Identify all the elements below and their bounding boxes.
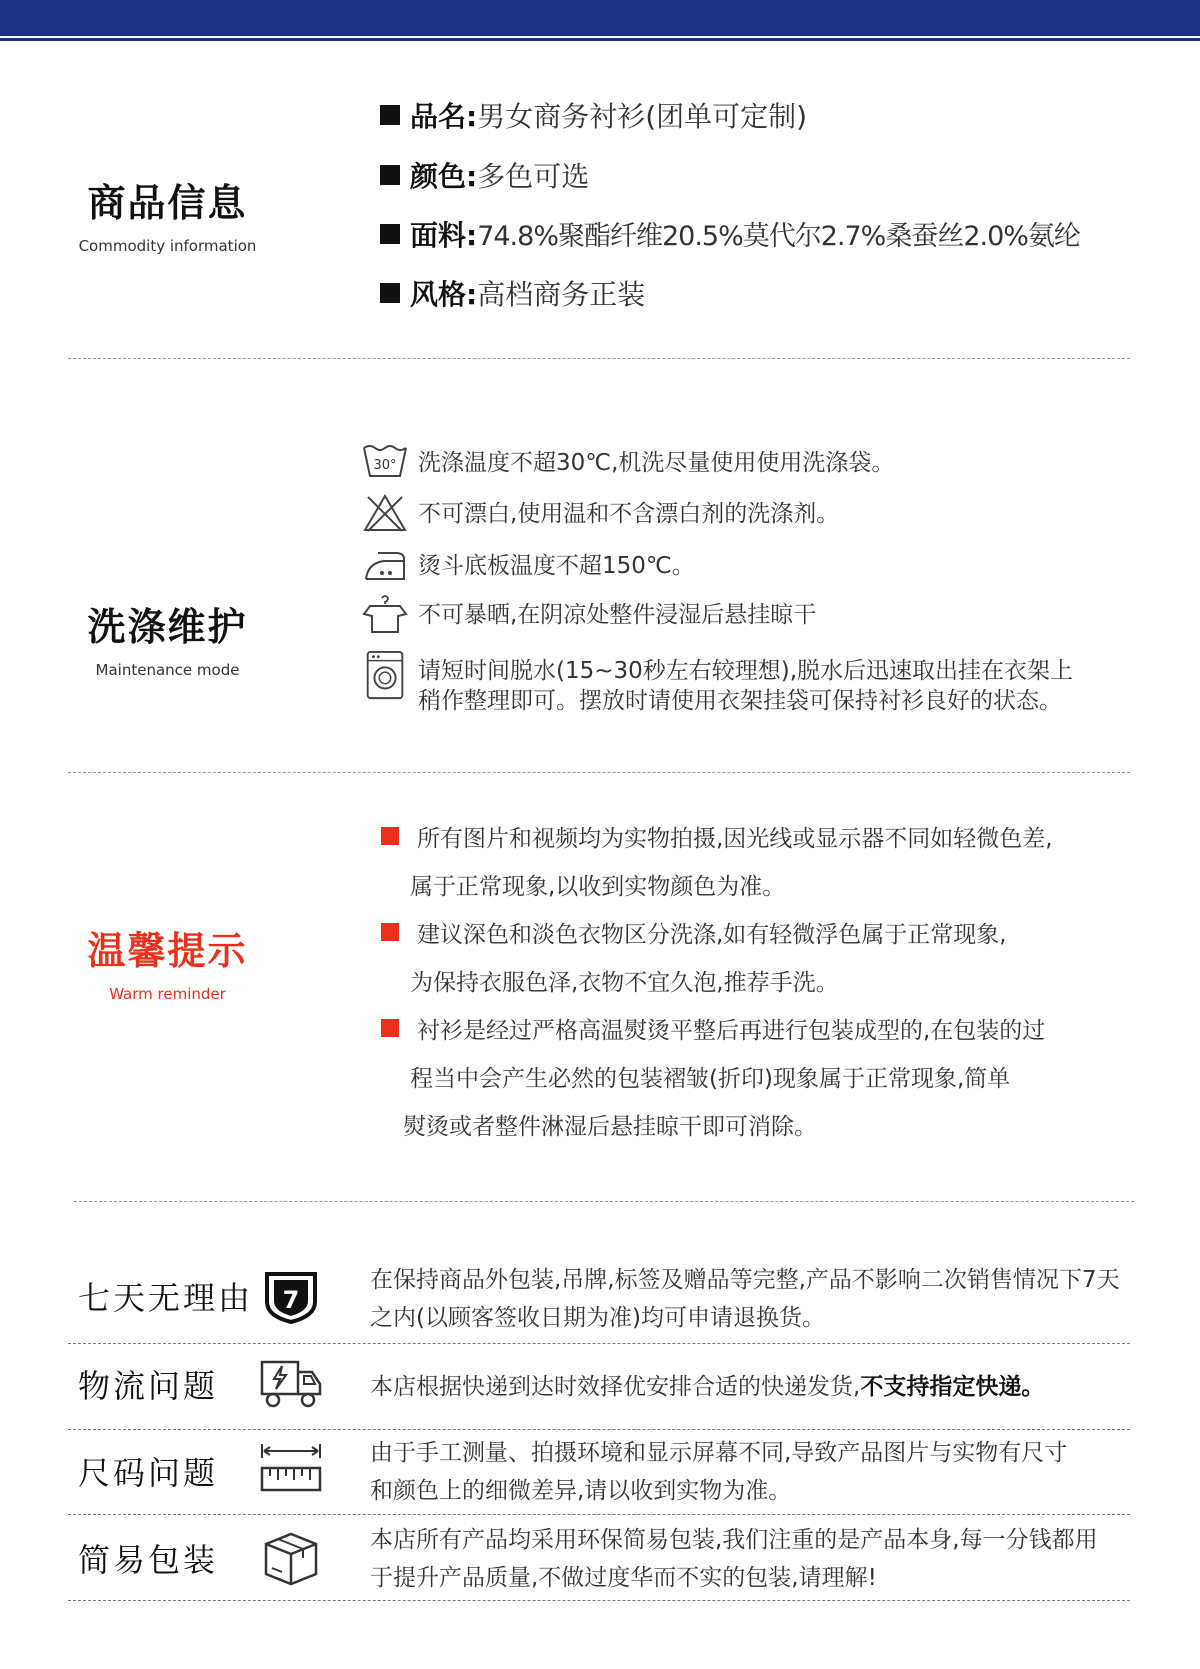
service-divider [68, 1600, 1130, 1601]
service-text-size: 由于手工测量、拍摄环境和显示屏幕不同,导致产品图片与实物有尺寸 和颜色上的细微差异,请以收到实物为准。 [370, 1440, 1068, 1504]
maintenance-section-title [60, 596, 275, 679]
section-divider [68, 772, 1130, 773]
bullet-square [380, 283, 400, 303]
section-divider [74, 1201, 1134, 1202]
washing-machine-icon [362, 650, 408, 702]
reminder-text: 衬衫是经过严格高温熨烫平整后再进行包装成型的,在包装的过 [417, 1018, 1046, 1044]
reminder-text: 熨烫或者整件淋湿后悬挂晾干即可消除。 [403, 1114, 817, 1140]
service-label-packaging: 简易包装 [78, 1541, 219, 1579]
commodity-title-en: Commodity information [78, 237, 257, 255]
care-text: 稍作整理即可。摆放时请使用衣架挂袋可保持衬衫良好的状态。 [418, 688, 1062, 714]
care-text: 不可暴晒,在阴凉处整件浸湿后悬挂晾干 [418, 602, 817, 628]
delivery-truck-icon [258, 1356, 324, 1412]
info-row-style: 风格:高档商务正装 [380, 273, 645, 313]
service-divider [68, 1514, 1130, 1515]
info-row-color: 颜色:多色可选 [380, 155, 589, 195]
maintenance-title-cn: 洗涤维护 [87, 605, 248, 649]
reminder-text: 程当中会产生必然的包装褶皱(折印)现象属于正常现象,简单 [410, 1066, 1011, 1092]
section-divider [68, 358, 1130, 359]
wash-30-icon [362, 442, 408, 482]
package-box-icon [258, 1528, 324, 1588]
bullet-square [380, 224, 400, 244]
service-divider [68, 1429, 1130, 1430]
service-label-logistics: 物流问题 [78, 1367, 219, 1405]
header-bar [0, 0, 1200, 36]
ruler-icon [258, 1440, 324, 1504]
info-row-fabric: 面料:74.8%聚酯纤维20.5%莫代尔2.7%桑蚕丝2.0%氨纶 [380, 214, 1080, 254]
reminder-section-title [60, 920, 275, 1003]
seven-day-shield-icon [258, 1268, 324, 1324]
service-text-packaging: 本店所有产品均采用环保简易包装,我们注重的是产品本身,每一分钱都用 于提升产品质量,不做过度华而不实的包装,请理解! [370, 1527, 1098, 1591]
reminder-text: 属于正常现象,以收到实物颜色为准。 [410, 874, 786, 900]
reminder-title-cn: 温馨提示 [87, 929, 248, 973]
service-text-return: 在保持商品外包装,吊牌,标签及赠品等完整,产品不影响二次销售情况下7天 之内(以顾客签收日期为准)均可申请退换货。 [370, 1267, 1120, 1331]
bullet-square [380, 105, 400, 125]
reminder-bullet [381, 827, 399, 845]
reminder-title-en: Warm reminder [109, 985, 226, 1003]
service-text-logistics: 本店根据快递到达时效择优安排合适的快递发货,不支持指定快递。 [370, 1374, 1045, 1400]
care-text: 请短时间脱水(15~30秒左右较理想),脱水后迅速取出挂在衣架上 [418, 658, 1074, 684]
care-text: 不可漂白,使用温和不含漂白剂的洗涤剂。 [418, 501, 840, 527]
bullet-square [380, 165, 400, 185]
commodity-title-cn: 商品信息 [87, 181, 248, 225]
service-divider [68, 1343, 1130, 1344]
reminder-text: 为保持衣服色泽,衣物不宜久泡,推荐手洗。 [410, 970, 839, 996]
hang-dry-icon [362, 594, 408, 634]
svg-text:30°: 30° [373, 458, 397, 473]
maintenance-title-en: Maintenance mode [95, 661, 240, 679]
reminder-text: 建议深色和淡色衣物区分洗涤,如有轻微浮色属于正常现象, [417, 922, 1007, 948]
header-rule [0, 38, 1200, 41]
service-label-size: 尺码问题 [78, 1454, 219, 1492]
reminder-text: 所有图片和视频均为实物拍摄,因光线或显示器不同如轻微色差, [417, 826, 1053, 852]
iron-icon [362, 545, 408, 585]
info-row-name: 品名:男女商务衬衫(团单可定制) [380, 95, 807, 135]
service-label-return: 七天无理由 [78, 1279, 254, 1317]
no-bleach-icon [362, 493, 408, 533]
care-text: 洗涤温度不超30℃,机洗尽量使用使用洗涤袋。 [418, 450, 895, 476]
reminder-bullet [381, 1019, 399, 1037]
svg-text:7: 7 [282, 1286, 300, 1314]
service-text-emphasis: 不支持指定快递。 [860, 1374, 1045, 1400]
care-text: 烫斗底板温度不超150℃。 [418, 553, 695, 579]
commodity-section-title [60, 172, 275, 255]
reminder-bullet [381, 923, 399, 941]
